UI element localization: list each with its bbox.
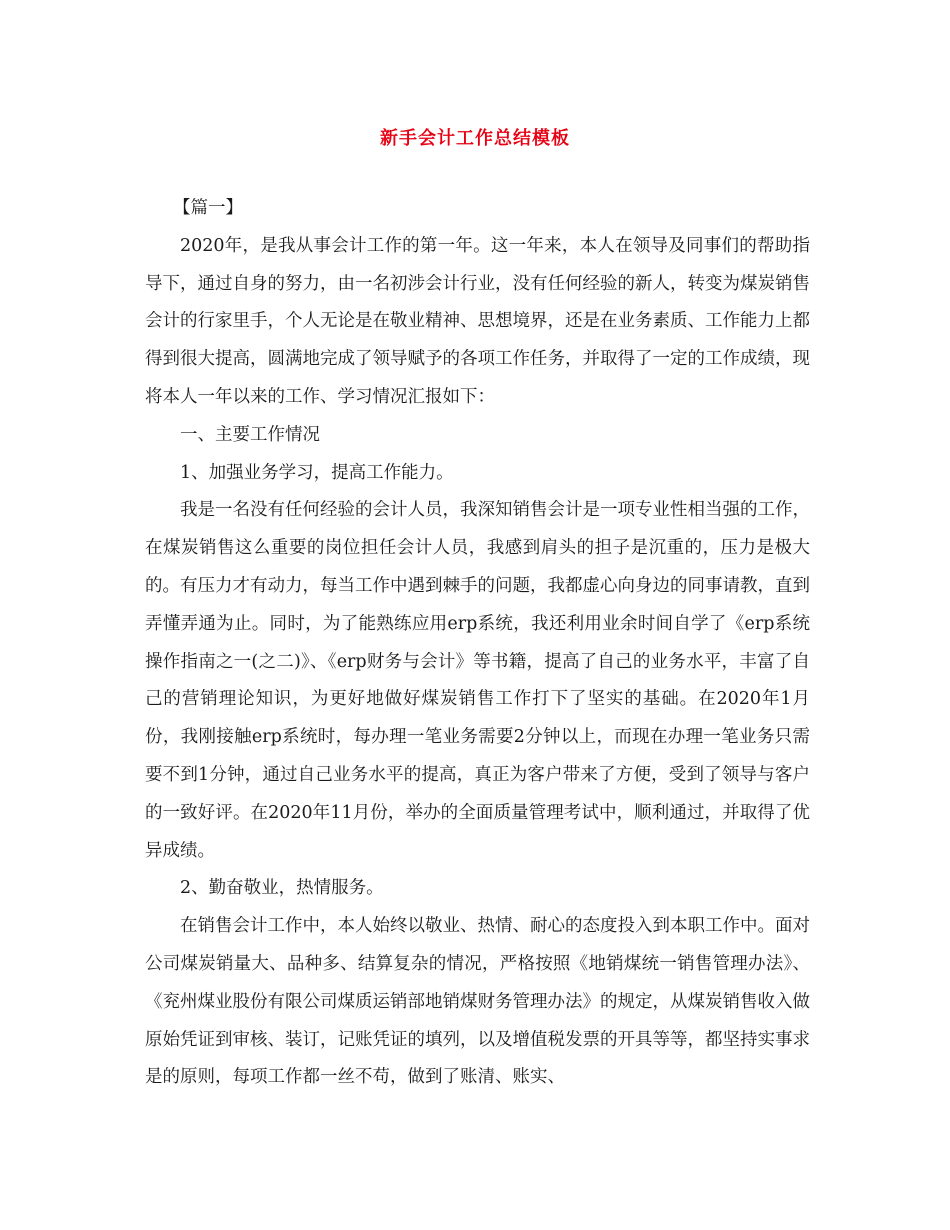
paragraph-item-2: 在销售会计工作中，本人始终以敬业、热情、耐心的态度投入到本职工作中。面对公司煤炭销量大、品种多、结算复杂的情况，严格按照《地销煤统一销售管理办法》、《兖州煤业股份有限公司煤质运销部地销煤财务管理办法》的规定，从煤炭销售收入做原始凭证到审核、装订，记账凭证的填列，以及增值税发票的开具等等，都坚持实事求是的原则，每项工作都一丝不苟，做到了账清、账实、 <box>145 916 810 1088</box>
heading-item-1: 1、加强业务学习，提高工作能力。 <box>180 462 454 483</box>
heading-item-2: 2、勤奋敬业，热情服务。 <box>180 878 384 899</box>
section-label: 【篇一】 <box>173 198 243 218</box>
paragraph-intro: 2020年，是我从事会计工作的第一年。这一年来，本人在领导及同事们的帮助指导下，通过自身的努力，由一名初涉会计行业，没有任何经验的新人，转变为煤炭销售会计的行家里手，个人无论是在敬业精神、思想境界，还是在业务素质、工作能力上都得到很大提高，圆满地完成了领导赋予的各项工作任务，并取得了一定的工作成绩，现将本人一年以来的工作、学习情况汇报如下： <box>145 235 810 407</box>
heading-main-work: 一、主要工作情况 <box>180 424 320 445</box>
paragraph-item-1: 我是一名没有任何经验的会计人员，我深知销售会计是一项专业性相当强的工作，在煤炭销售这么重要的岗位担任会计人员，我感到肩头的担子是沉重的，压力是极大的。有压力才有动力，每当工作中遇到棘手的问题，我都虚心向身边的同事请教，直到弄懂弄通为止。同时，为了能熟练应用erp系统，我还利用业余时间自学了《erp系统操作指南之一(之二)》、《erp财务与会计》等书籍，提高了自己的业务水平，丰富了自己的营销理论知识，为更好地做好煤炭销售工作打下了坚实的基础。在2020年1月份，我刚接触erp系统时，每办理一笔业务需要2分钟以上，而现在办理一笔业务只需要不到1分钟，通过自己业务水平的提高，真正为客户带来了方便，受到了领导与客户的一致好评。在2020年11月份，举办的全面质量管理考试中，顺利通过，并取得了优异成绩。 <box>145 500 810 861</box>
document-body <box>145 190 810 1097</box>
document-title: 新手会计工作总结模板 <box>380 128 570 149</box>
